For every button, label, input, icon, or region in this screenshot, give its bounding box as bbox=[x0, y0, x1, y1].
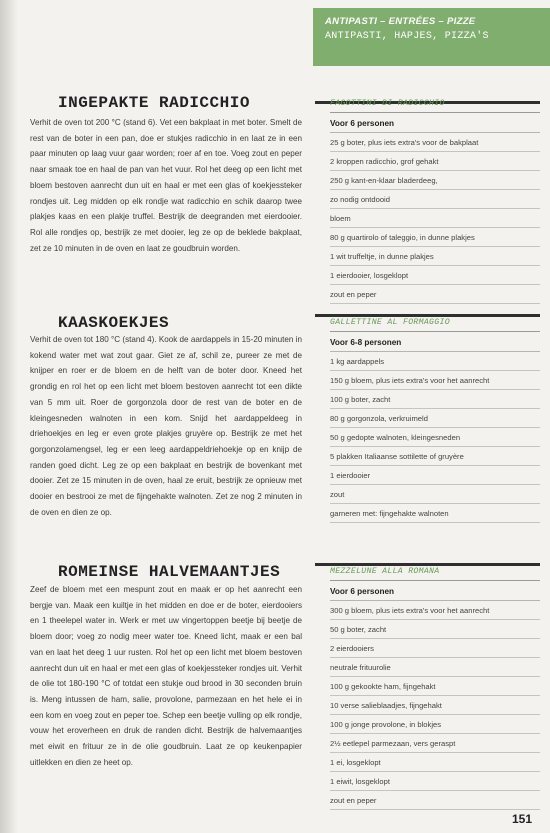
ingredient-item: 2 eierdooiers bbox=[330, 639, 540, 658]
recipe-ingepakte-radicchio bbox=[30, 92, 540, 299]
ingredient-item: 250 g kant-en-klaar bladerdeeg, bbox=[330, 171, 540, 190]
ingredient-item: 1 eierdooier, losgeklopt bbox=[330, 266, 540, 285]
ingredient-item: 100 g gekookte ham, fijngehakt bbox=[330, 677, 540, 696]
recipe-title: INGEPAKTE RADICCHIO bbox=[30, 94, 315, 112]
recipe-instructions: Zeef de bloem met een mespunt zout en maak er op het aanrecht een bergje van. Maak een kuiltje in het midden en doe er de boter, eierdooiers en 1 theelepel water in. Werk er met uw vingertoppen beetje bij beetje de bloem door; voeg zo nodig meer water toe. Kneed licht, maak er een bal van en laat het deeg 1 uur rusten. Rol het op een licht met bloem bestoven aanrecht dun uit en haal er met een glas of koekjessteker rondjes uit. Verhit de olie tot 180-190 °C of totdat een stukje oud brood in 30 seconden bruin is. Meng intussen de ham, salie, provolone, parmezaan en het hele ei in een kom en voeg zout en peper toe. Schep een beetje vulling op elk rondje, vouw het eroverheen en druk de randen dicht. Bestrijk de halvemaantjes met eiwit en frituur ze in de olie goudbruin. Laat ze op keukenpapier uitlekken en dien ze heet op. bbox=[30, 585, 302, 767]
italian-recipe-title: FAGOTTINI DI RADICCHIO bbox=[330, 99, 540, 113]
section-subtitle: ANTIPASTI, HAPJES, PIZZA'S bbox=[325, 31, 489, 42]
recipe-kaaskoekjes bbox=[30, 311, 540, 551]
page-gutter-shadow bbox=[0, 0, 18, 833]
ingredient-item: bloem bbox=[330, 209, 540, 228]
ingredient-item: 1 eierdooier bbox=[330, 466, 540, 485]
section-header bbox=[313, 8, 550, 66]
ingredient-item: 100 g boter, zacht bbox=[330, 390, 540, 409]
recipe-instructions: Verhit de oven tot 180 °C (stand 4). Kook de aardappels in 15-20 minuten in kokend water met wat zout gaar. Giet ze af, schil ze, pureer ze met de knijper en roer er de bloem en de helft van de boter door. Kneed het grondig en rol het op een licht met bloem bestoven aanrecht tot een dikte van 5 mm uit. Roer de gorgonzola door de rest van de boter en de kleingesneden walnoten in een kom. Snijd het aardappeldeeg in driehoekjes en leg er even grote plakjes gruyère op. Bestrijk ze met het gorgonzolamengsel, leg er een leeg aardappeldriehoekje op en knijp de randen goed dicht. Leg ze op een bakplaat en bestrijk de bovenkant met dooier. Zet ze 15 minuten in de oven, haal ze eruit, bestrijk ze opnieuw met dooier en bestrooi ze met de fijngehakte walnoten. Zet ze nog 2 minuten in de oven en dien ze op. bbox=[30, 335, 302, 517]
recipe-title: ROMEINSE HALVEMAANTJES bbox=[30, 563, 315, 581]
ingredient-item: 2½ eetlepel parmezaan, vers geraspt bbox=[330, 734, 540, 753]
ingredient-list bbox=[330, 133, 540, 304]
ingredient-item: zo nodig ontdooid bbox=[330, 190, 540, 209]
ingredient-item: 50 g gedopte walnoten, kleingesneden bbox=[330, 428, 540, 447]
ingredient-item: 150 g bloem, plus iets extra's voor het aanrecht bbox=[330, 371, 540, 390]
ingredient-item: zout en peper bbox=[330, 285, 540, 304]
ingredient-list bbox=[330, 601, 540, 810]
ingredient-item: zout en peper bbox=[330, 791, 540, 810]
recipe-title: KAASKOEKJES bbox=[30, 314, 315, 332]
page-number: 151 bbox=[512, 812, 533, 826]
ingredient-item: zout bbox=[330, 485, 540, 504]
ingredient-item: 80 g gorgonzola, verkruimeld bbox=[330, 409, 540, 428]
ingredients-panel bbox=[330, 99, 540, 304]
recipe-instructions: Verhit de oven tot 200 °C (stand 6). Vet een bakplaat in met boter. Smelt de rest van de boter in een pan, doe er stukjes radicchio in en laat ze in een paar minuten op laag vuur gaar worden; roer af en toe. Voeg zout en peper naar smaak toe en haal de pan van het vuur. Rol het deeg op een licht met bloem bestoven aanrecht dun uit en haal er met een glas of koekjessteker rondjes uit. Leg midden op elk rondje wat radicchio en schik daarop twee plakjes kaas en een plakje truffel. Bestrijk de deegranden met eierdooier. Rol alle rondjes op, bestrijk ze met dooier, leg ze op de beklede bakplaat, zet ze 10 minuten in de oven en laat ze goudbruin worden. bbox=[30, 118, 302, 253]
ingredient-item: 10 verse salieblaadjes, fijngehakt bbox=[330, 696, 540, 715]
italian-recipe-title: MEZZELUNE ALLA ROMANA bbox=[330, 567, 540, 581]
ingredient-item: garneren met: fijngehakte walnoten bbox=[330, 504, 540, 523]
servings-label: Voor 6-8 personen bbox=[330, 338, 540, 352]
ingredient-item: 2 kroppen radicchio, grof gehakt bbox=[330, 152, 540, 171]
ingredient-item: 1 wit truffeltje, in dunne plakjes bbox=[330, 247, 540, 266]
ingredients-panel bbox=[330, 318, 540, 523]
ingredient-item: neutrale frituurolie bbox=[330, 658, 540, 677]
servings-label: Voor 6 personen bbox=[330, 587, 540, 601]
italian-recipe-title: GALLETTINE AL FORMAGGIO bbox=[330, 318, 540, 332]
ingredient-item: 50 g boter, zacht bbox=[330, 620, 540, 639]
ingredient-item: 300 g bloem, plus iets extra's voor het aanrecht bbox=[330, 601, 540, 620]
ingredient-item: 1 eiwit, losgeklopt bbox=[330, 772, 540, 791]
ingredient-item: 80 g quartirolo of taleggio, in dunne plakjes bbox=[330, 228, 540, 247]
ingredients-panel bbox=[330, 567, 540, 810]
ingredient-item: 100 g jonge provolone, in blokjes bbox=[330, 715, 540, 734]
recipe-romeinse-halvemaantjes bbox=[30, 560, 540, 810]
section-title: ANTIPASTI – ENTRÉES – PIZZE bbox=[325, 16, 476, 27]
servings-label: Voor 6 personen bbox=[330, 119, 540, 133]
ingredient-list bbox=[330, 352, 540, 523]
ingredient-item: 1 ei, losgeklopt bbox=[330, 753, 540, 772]
ingredient-item: 1 kg aardappels bbox=[330, 352, 540, 371]
ingredient-item: 25 g boter, plus iets extra's voor de bakplaat bbox=[330, 133, 540, 152]
ingredient-item: 5 plakken Italiaanse sottilette of gruyère bbox=[330, 447, 540, 466]
